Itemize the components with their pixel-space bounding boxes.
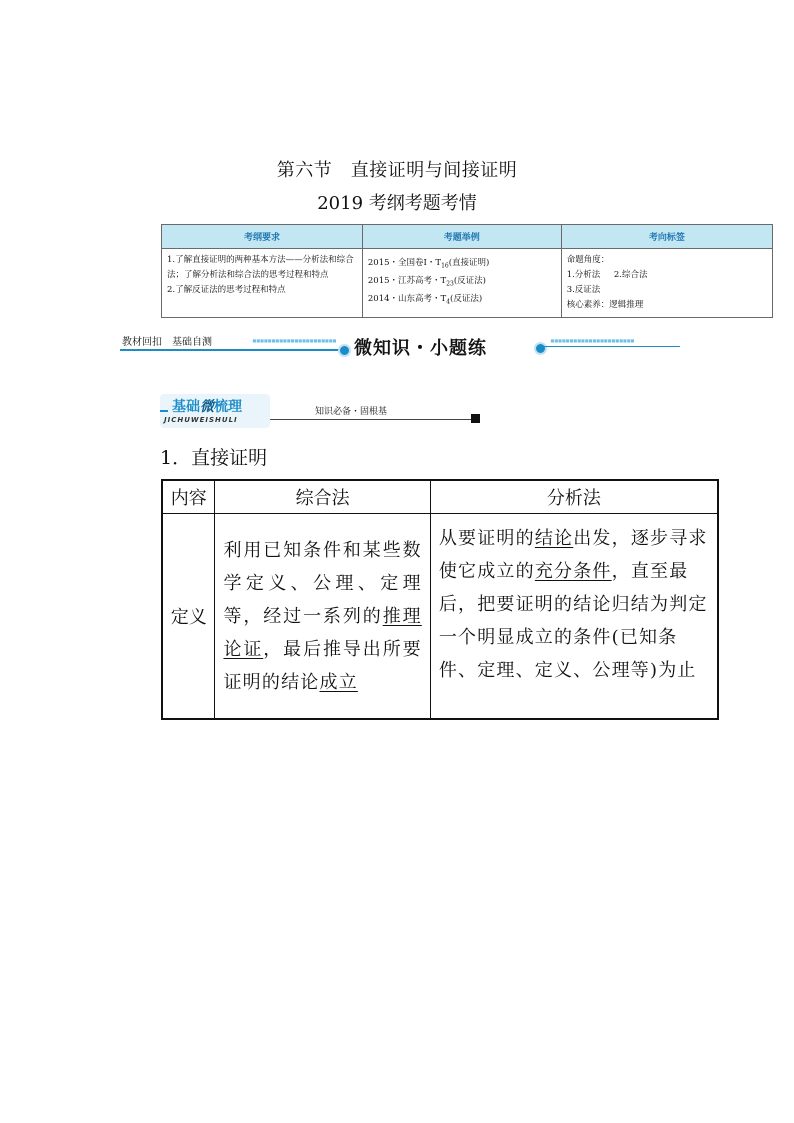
header-tags: 考向标签 [561,225,772,249]
example-item: 2015・全国卷Ⅰ・$T_{16}$(直接证明) [367,258,490,271]
method-table [161,479,719,720]
section-title: 1．直接证明 [160,447,268,469]
band-line-left [120,349,342,351]
example-item: 2015・江苏高考・$T_{23}$(反证法) [367,276,486,288]
header-requirements: 考纲要求 [162,225,363,249]
requirement-item: 1.了解直接证明的两种基本方法——分析法和综合法；了解分析法和综合法的思考过程和特点 [167,255,354,280]
examples-cell [362,249,561,318]
analysis-definition: 从要证明的结论出发，逐步寻求使它成立的充分条件，直至最后，把要证明的结论归结为判定一个明显成立的条件(已知条件、定理、定义、公理等)为止 [430,514,718,720]
tag-literacy: 核心素养：逻辑推理 [566,300,644,310]
tag-item: 3.反证法 [566,285,601,295]
tags-cell [561,249,772,318]
jichu-line [270,419,472,420]
band-dot-left [338,344,351,357]
page-title: 第六节 直接证明与间接证明 [276,160,518,181]
synthesis-definition: 利用已知条件和某些数学定义、公理、定理等，经过一系列的推理论证，最后推导出所要证明的结论成立 [215,514,430,720]
jichu-title: 基础微梳理 [172,399,242,415]
band-dots-left: ▪▪▪▪▪▪▪▪▪▪▪▪▪▪▪▪▪▪▪▪▪▪ [252,336,336,345]
kaogang-table [161,224,773,318]
band-dots-right: ▪▪▪▪▪▪▪▪▪▪▪▪▪▪▪▪▪▪▪▪▪▪ [550,336,634,345]
header-content: 内容 [162,480,215,514]
jichu-pinyin: JICHUWEISHULI [164,416,238,424]
band-dot-right [534,342,547,355]
band-line-right [540,346,680,347]
jichu-square [471,414,480,423]
header-analysis: 分析法 [430,480,718,514]
jichu-side-label: 知识必备・固根基 [315,407,388,417]
requirement-item: 2.了解反证法的思考过程和特点 [167,285,286,295]
tag-row: 1.分析法 2.综合法 [566,270,648,280]
jichu-banner [160,392,480,432]
header-examples: 考题举例 [362,225,561,249]
page-subtitle: 2019 考纲考题考情 [317,193,477,214]
header-synthesis: 综合法 [215,480,430,514]
requirements-cell [162,249,363,318]
row-label: 定义 [162,514,215,720]
tag-angle-label: 命题角度： [566,255,610,265]
band-left-label: 教材回扣 基础自测 [122,337,212,348]
band-heading: 微知识・小题练 [354,338,487,359]
example-item: 2014・山东高考・$T_4$(反证法) [367,293,483,306]
jichu-bar [160,410,168,412]
section-band [120,330,680,360]
